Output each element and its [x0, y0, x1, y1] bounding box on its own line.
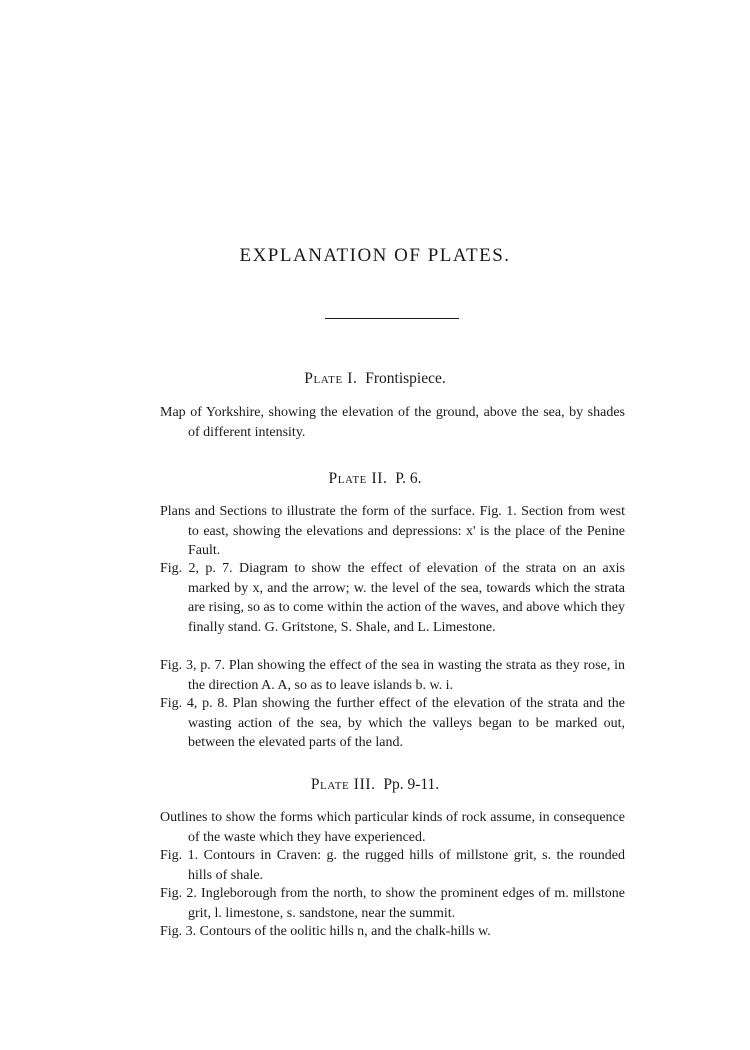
- plate-1-entry-1: Map of Yorkshire, showing the elevation of the ground, above the sea, by shades of different intensity.: [160, 405, 625, 440]
- plate-1-label: Plate I.: [304, 370, 358, 387]
- plate-2-label: Plate II.: [328, 470, 388, 487]
- plate-3-label: Plate III.: [310, 776, 376, 793]
- plate-1-ref: Frontispiece.: [365, 370, 446, 387]
- plate-2-entry-1: Plans and Sections to illustrate the form of the surface. Fig. 1. Section from west to east, showing the elevations and depressions: x' is the place of the Penine Fault.: [160, 504, 625, 558]
- plate-2-heading: [0, 470, 750, 488]
- plate-2-entry-4: Fig. 4, p. 8. Plan showing the further effect of the elevation of the strata and the wasting action of the sea, by which the valleys began to be marked out, between the elevated parts of the land.: [160, 696, 625, 750]
- plate-3-entry-1: Outlines to show the forms which particular kinds of rock assume, in consequence of the waste which they have experienced.: [160, 810, 625, 845]
- plate-3-entry-3: Fig. 2. Ingleborough from the north, to show the prominent edges of m. millstone grit, l. limestone, s. sandstone, near the summit.: [160, 886, 625, 921]
- plate-2-ref: P. 6.: [395, 470, 422, 487]
- title-rule: [325, 318, 459, 319]
- page-title: EXPLANATION OF PLATES.: [239, 245, 511, 266]
- plate-3-ref: Pp. 9-11.: [383, 776, 440, 793]
- plate-1-heading: [0, 370, 750, 388]
- plate-2-entry-3: Fig. 3, p. 7. Plan showing the effect of the sea in wasting the strata as they rose, in the direction A. A, so as to leave islands b. w. i.: [160, 658, 625, 693]
- plate-3-heading: [0, 776, 750, 794]
- plate-3-entry-2: Fig. 1. Contours in Craven: g. the rugged hills of millstone grit, s. the rounded hills of shale.: [160, 848, 625, 883]
- plate-2-entry-2: Fig. 2, p. 7. Diagram to show the effect of elevation of the strata on an axis marked by x, and the arrow; w. the level of the sea, towards which the strata are rising, so as to come within the action of the waves, and above which they finally stand. G. Gritstone, S. Shale, and L. Limestone.: [160, 561, 625, 635]
- plate-3-entry-4: Fig. 3. Contours of the oolitic hills n, and the chalk-hills w.: [160, 924, 491, 939]
